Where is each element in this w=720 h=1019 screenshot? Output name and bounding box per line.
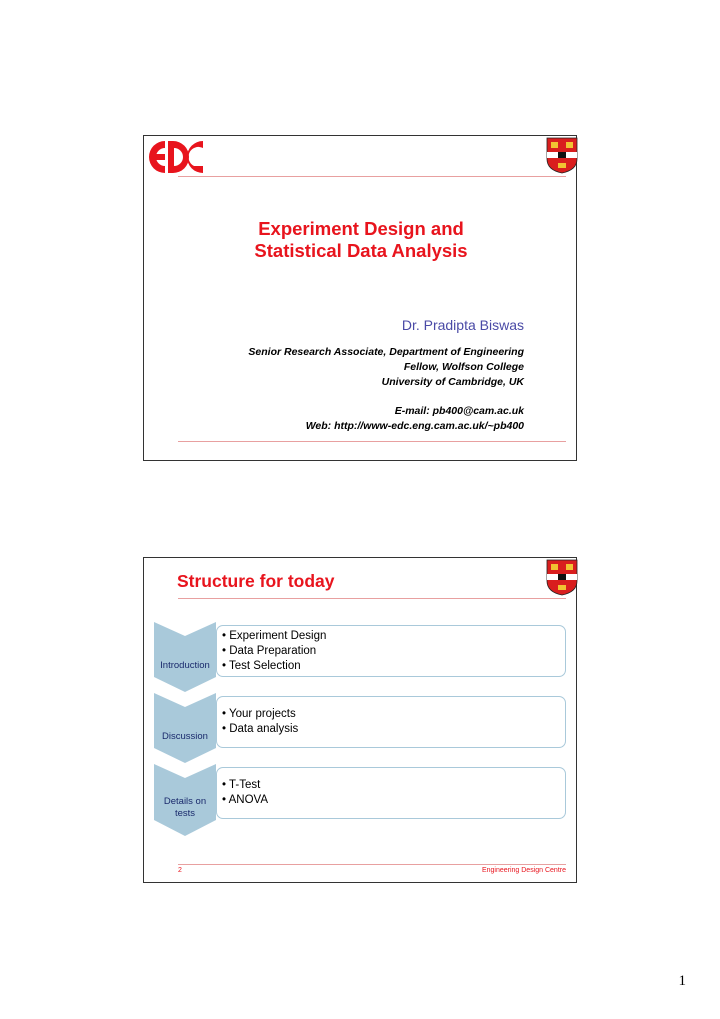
list-item: • Experiment Design xyxy=(222,630,327,642)
section-box xyxy=(216,767,566,819)
header-rule xyxy=(178,598,566,599)
affiliation-line: University of Cambridge, UK xyxy=(381,376,524,388)
section-label: Discussion xyxy=(162,731,208,742)
contact-block xyxy=(306,404,524,434)
email-text: E-mail: pb400@cam.ac.uk xyxy=(394,405,524,417)
title-line-1: Experiment Design and xyxy=(258,218,464,239)
title-line-2: Statistical Data Analysis xyxy=(254,240,468,261)
list-item: • ANOVA xyxy=(222,794,269,806)
affiliation-line: Senior Research Associate, Department of Engineering xyxy=(248,346,524,358)
list-item: • Your projects xyxy=(222,708,296,720)
slide-title xyxy=(143,135,577,461)
chevron-discussion xyxy=(154,693,216,763)
chevron-introduction xyxy=(154,622,216,692)
bullet-list xyxy=(222,629,326,674)
slide-main-title xyxy=(144,218,578,262)
slide-number: 2 xyxy=(178,867,182,874)
page-number: 1 xyxy=(678,973,686,989)
affiliation-block xyxy=(248,345,524,390)
chevron-details xyxy=(154,764,216,836)
section-label: Introduction xyxy=(160,660,210,671)
list-item: • Test Selection xyxy=(222,660,301,672)
list-item: • Data analysis xyxy=(222,723,299,735)
author-name: Dr. Pradipta Biswas xyxy=(401,317,524,333)
footer-organization: Engineering Design Centre xyxy=(481,867,566,874)
footer-rule xyxy=(178,864,566,865)
list-item: • T-Test xyxy=(222,779,261,791)
slide-structure xyxy=(143,557,577,883)
edc-logo-icon xyxy=(147,139,205,175)
slide-title: Structure for today xyxy=(177,571,335,591)
university-crest-icon xyxy=(546,559,578,596)
list-item: • Data Preparation xyxy=(222,645,317,657)
section-label: Details on tests xyxy=(163,796,207,819)
affiliation-line: Fellow, Wolfson College xyxy=(403,361,524,373)
web-link[interactable]: Web: http://www-edc.eng.cam.ac.uk/~pb400 xyxy=(305,420,524,432)
bullet-list xyxy=(222,778,268,808)
footer-rule xyxy=(178,441,566,442)
header-rule xyxy=(178,176,566,177)
bullet-list xyxy=(222,707,298,737)
university-crest-icon xyxy=(546,137,578,174)
